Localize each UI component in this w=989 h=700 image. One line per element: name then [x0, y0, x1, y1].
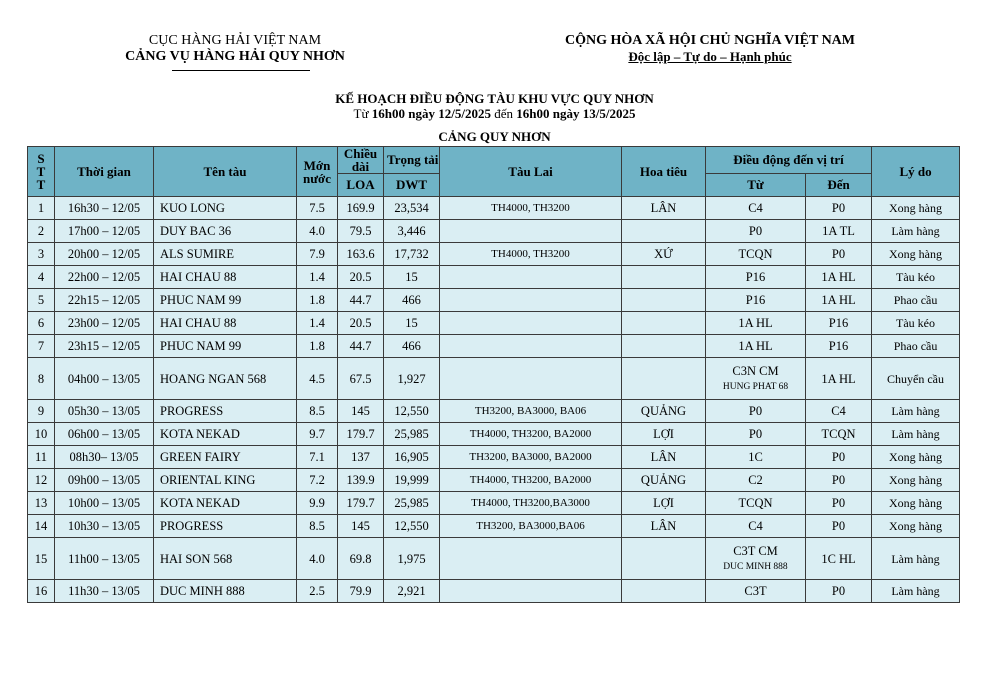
col-length-unit: LOA: [338, 174, 384, 197]
cell-time: 11h00 – 13/05: [55, 538, 154, 580]
cell-ship: HAI CHAU 88: [154, 312, 297, 335]
cell-tug: [440, 312, 622, 335]
col-reason: Lý do: [872, 147, 960, 197]
cell-time: 22h00 – 12/05: [55, 266, 154, 289]
cell-reason: Xong hàng: [872, 243, 960, 266]
cell-time: 16h30 – 12/05: [55, 197, 154, 220]
cell-to: TCQN: [806, 423, 872, 446]
plan-title: KẾ HOẠCH ĐIỀU ĐỘNG TÀU KHU VỰC QUY NHƠN: [335, 91, 654, 106]
cell-to: P16: [806, 335, 872, 358]
col-pilot: Hoa tiêu: [622, 147, 706, 197]
cell-time: 10h00 – 13/05: [55, 492, 154, 515]
cell-pilot: LÂN: [622, 446, 706, 469]
cell-tug: TH4000, TH3200: [440, 243, 622, 266]
cell-tug: TH3200, BA3000,BA06: [440, 515, 622, 538]
col-to: Đến: [806, 174, 872, 197]
cell-stt: 16: [28, 580, 55, 603]
cell-loa: 145: [338, 400, 384, 423]
cell-dwt: 16,905: [384, 446, 440, 469]
cell-stt: 3: [28, 243, 55, 266]
table-row: [28, 469, 960, 492]
cell-from-note: DUC MINH 888: [723, 561, 788, 572]
cell-from: P16: [706, 266, 806, 289]
cell-to: P0: [806, 580, 872, 603]
cell-from-berth: C3T CM: [733, 543, 778, 558]
cell-to: 1A HL: [806, 266, 872, 289]
cell-time: 06h00 – 13/05: [55, 423, 154, 446]
cell-tug: TH3200, BA3000, BA06: [440, 400, 622, 423]
table-row: [28, 538, 960, 580]
ship-movement-table: [27, 146, 960, 603]
cell-draft: 7.5: [297, 197, 338, 220]
col-stt: S T T: [28, 147, 55, 197]
cell-loa: 44.7: [338, 335, 384, 358]
cell-pilot: [622, 289, 706, 312]
table-row: [28, 197, 960, 220]
cell-draft: 8.5: [297, 400, 338, 423]
cell-ship: PHUC NAM 99: [154, 289, 297, 312]
col-tug: Tàu Lai: [440, 147, 622, 197]
cell-loa: 20.5: [338, 266, 384, 289]
cell-loa: 79.9: [338, 580, 384, 603]
cell-dwt: 25,985: [384, 423, 440, 446]
cell-stt: 4: [28, 266, 55, 289]
cell-reason: Phao cầu: [872, 289, 960, 312]
table-row: [28, 400, 960, 423]
cell-reason: Làm hàng: [872, 580, 960, 603]
cell-draft: 4.0: [297, 220, 338, 243]
cell-time: 05h30 – 13/05: [55, 400, 154, 423]
cell-dwt: 25,985: [384, 492, 440, 515]
cell-ship: ORIENTAL KING: [154, 469, 297, 492]
port-name: CẢNG QUY NHƠN: [438, 129, 551, 144]
national-motto: Độc lập – Tự do – Hạnh phúc: [628, 49, 792, 64]
cell-draft: 7.2: [297, 469, 338, 492]
cell-reason: Tàu kéo: [872, 312, 960, 335]
cell-dwt: 3,446: [384, 220, 440, 243]
cell-draft: 4.0: [297, 538, 338, 580]
cell-stt: 6: [28, 312, 55, 335]
national-name: CỘNG HÒA XÃ HỘI CHỦ NGHĨA VIỆT NAM: [564, 33, 855, 48]
cell-stt: 2: [28, 220, 55, 243]
table-row: [28, 580, 960, 603]
col-ship: Tên tàu: [154, 147, 297, 197]
cell-stt: 15: [28, 538, 55, 580]
cell-to: P0: [806, 492, 872, 515]
cell-draft: 1.8: [297, 335, 338, 358]
cell-time: 04h00 – 13/05: [55, 358, 154, 400]
cell-stt: 1: [28, 197, 55, 220]
cell-draft: 4.5: [297, 358, 338, 400]
cell-draft: 1.4: [297, 312, 338, 335]
cell-tug: [440, 220, 622, 243]
cell-pilot: [622, 358, 706, 400]
cell-tug: TH4000, TH3200, BA2000: [440, 423, 622, 446]
cell-to: P0: [806, 446, 872, 469]
issuer-parent: CỤC HÀNG HẢI VIỆT NAM: [148, 33, 322, 48]
cell-reason: Xong hàng: [872, 446, 960, 469]
cell-dwt: 15: [384, 266, 440, 289]
cell-loa: 145: [338, 515, 384, 538]
issuer-name: CẢNG VỤ HÀNG HẢI QUY NHƠN: [125, 49, 345, 64]
cell-ship: PROGRESS: [154, 400, 297, 423]
cell-to: P0: [806, 469, 872, 492]
cell-pilot: [622, 538, 706, 580]
cell-pilot: QUẢNG: [622, 400, 706, 423]
cell-loa: 20.5: [338, 312, 384, 335]
cell-tug: TH4000, TH3200,BA3000: [440, 492, 622, 515]
cell-stt: 10: [28, 423, 55, 446]
cell-tug: TH4000, TH3200, BA2000: [440, 469, 622, 492]
cell-dwt: 15: [384, 312, 440, 335]
col-from: Từ: [706, 174, 806, 197]
period-from: 16h00 ngày 12/5/2025: [371, 106, 491, 121]
cell-dwt: 1,927: [384, 358, 440, 400]
cell-pilot: LÂN: [622, 515, 706, 538]
cell-tug: TH4000, TH3200: [440, 197, 622, 220]
cell-from: C4: [706, 197, 806, 220]
col-length: Chiều dài: [338, 147, 384, 174]
cell-ship: KOTA NEKAD: [154, 423, 297, 446]
cell-pilot: [622, 312, 706, 335]
cell-time: 10h30 – 13/05: [55, 515, 154, 538]
cell-to: P0: [806, 197, 872, 220]
cell-draft: 8.5: [297, 515, 338, 538]
cell-to: P0: [806, 515, 872, 538]
cell-from: [706, 358, 806, 400]
cell-dwt: 2,921: [384, 580, 440, 603]
cell-ship: HAI SON 568: [154, 538, 297, 580]
table-row: [28, 289, 960, 312]
cell-time: 20h00 – 12/05: [55, 243, 154, 266]
cell-ship: DUC MINH 888: [154, 580, 297, 603]
cell-loa: 44.7: [338, 289, 384, 312]
cell-stt: 9: [28, 400, 55, 423]
cell-dwt: 19,999: [384, 469, 440, 492]
col-time: Thời gian: [55, 147, 154, 197]
period-to-label: đến: [494, 106, 514, 121]
period-to: 16h00 ngày 13/5/2025: [516, 106, 636, 121]
cell-tug: [440, 335, 622, 358]
table-row: [28, 423, 960, 446]
cell-pilot: [622, 266, 706, 289]
cell-from: P0: [706, 423, 806, 446]
cell-from: [706, 538, 806, 580]
cell-loa: 179.7: [338, 423, 384, 446]
cell-draft: 1.8: [297, 289, 338, 312]
cell-ship: KUO LONG: [154, 197, 297, 220]
cell-reason: Phao cầu: [872, 335, 960, 358]
table-row: [28, 243, 960, 266]
cell-ship: GREEN FAIRY: [154, 446, 297, 469]
cell-time: 08h30– 13/05: [55, 446, 154, 469]
cell-reason: Chuyển cầu: [872, 358, 960, 400]
cell-stt: 12: [28, 469, 55, 492]
cell-ship: HAI CHAU 88: [154, 266, 297, 289]
cell-from-berth: C3N CM: [732, 363, 779, 378]
cell-ship: ALS SUMIRE: [154, 243, 297, 266]
cell-pilot: XỨ: [622, 243, 706, 266]
table-header-row: [28, 147, 960, 174]
cell-to: 1A TL: [806, 220, 872, 243]
cell-tug: [440, 538, 622, 580]
cell-from: TCQN: [706, 492, 806, 515]
cell-ship: HOANG NGAN 568: [154, 358, 297, 400]
cell-time: 17h00 – 12/05: [55, 220, 154, 243]
cell-tug: [440, 289, 622, 312]
table-row: [28, 446, 960, 469]
cell-to: 1C HL: [806, 538, 872, 580]
cell-dwt: 12,550: [384, 400, 440, 423]
cell-reason: Làm hàng: [872, 538, 960, 580]
cell-tug: [440, 580, 622, 603]
cell-loa: 139.9: [338, 469, 384, 492]
cell-dwt: 23,534: [384, 197, 440, 220]
cell-dwt: 17,732: [384, 243, 440, 266]
cell-to: P0: [806, 243, 872, 266]
cell-ship: PROGRESS: [154, 515, 297, 538]
cell-tug: [440, 266, 622, 289]
cell-stt: 7: [28, 335, 55, 358]
plan-period: [0, 106, 989, 122]
cell-from: C2: [706, 469, 806, 492]
cell-from: C3T: [706, 580, 806, 603]
cell-pilot: LÂN: [622, 197, 706, 220]
cell-pilot: [622, 580, 706, 603]
cell-reason: Xong hàng: [872, 197, 960, 220]
cell-tug: TH3200, BA3000, BA2000: [440, 446, 622, 469]
cell-draft: 2.5: [297, 580, 338, 603]
cell-stt: 11: [28, 446, 55, 469]
col-draft: Mớn nước: [297, 147, 338, 197]
cell-from: TCQN: [706, 243, 806, 266]
cell-loa: 79.5: [338, 220, 384, 243]
table-row: [28, 266, 960, 289]
cell-ship: KOTA NEKAD: [154, 492, 297, 515]
cell-time: 11h30 – 13/05: [55, 580, 154, 603]
cell-time: 23h00 – 12/05: [55, 312, 154, 335]
table-row: [28, 312, 960, 335]
cell-reason: Làm hàng: [872, 400, 960, 423]
cell-reason: Làm hàng: [872, 220, 960, 243]
cell-dwt: 466: [384, 289, 440, 312]
cell-loa: 163.6: [338, 243, 384, 266]
cell-ship: DUY BAC 36: [154, 220, 297, 243]
cell-to: 1A HL: [806, 289, 872, 312]
cell-time: 22h15 – 12/05: [55, 289, 154, 312]
cell-to: 1A HL: [806, 358, 872, 400]
cell-reason: Xong hàng: [872, 469, 960, 492]
cell-tug: [440, 358, 622, 400]
cell-time: 09h00 – 13/05: [55, 469, 154, 492]
cell-from: 1A HL: [706, 312, 806, 335]
cell-dwt: 1,975: [384, 538, 440, 580]
cell-loa: 69.8: [338, 538, 384, 580]
cell-draft: 9.9: [297, 492, 338, 515]
cell-draft: 7.1: [297, 446, 338, 469]
cell-from: 1A HL: [706, 335, 806, 358]
cell-from: P0: [706, 400, 806, 423]
cell-draft: 7.9: [297, 243, 338, 266]
cell-reason: Tàu kéo: [872, 266, 960, 289]
cell-from: 1C: [706, 446, 806, 469]
cell-pilot: QUẢNG: [622, 469, 706, 492]
cell-pilot: [622, 220, 706, 243]
period-from-label: Từ: [353, 106, 369, 121]
table-row: [28, 335, 960, 358]
cell-loa: 179.7: [338, 492, 384, 515]
cell-stt: 14: [28, 515, 55, 538]
cell-stt: 5: [28, 289, 55, 312]
cell-time: 23h15 – 12/05: [55, 335, 154, 358]
cell-reason: Xong hàng: [872, 515, 960, 538]
col-tonnage: Trọng tải: [384, 147, 440, 174]
cell-loa: 137: [338, 446, 384, 469]
cell-ship: PHUC NAM 99: [154, 335, 297, 358]
cell-to: P16: [806, 312, 872, 335]
issuer-underline: [172, 70, 310, 71]
table-row: [28, 220, 960, 243]
cell-from: C4: [706, 515, 806, 538]
cell-dwt: 12,550: [384, 515, 440, 538]
cell-reason: Xong hàng: [872, 492, 960, 515]
cell-from-note: HUNG PHAT 68: [722, 381, 789, 392]
issuer-block: [120, 33, 350, 65]
table-row: [28, 492, 960, 515]
col-move-group: Điều động đến vị trí: [706, 147, 872, 174]
cell-pilot: [622, 335, 706, 358]
cell-stt: 8: [28, 358, 55, 400]
col-tonnage-unit: DWT: [384, 174, 440, 197]
cell-from: P16: [706, 289, 806, 312]
cell-reason: Làm hàng: [872, 423, 960, 446]
cell-dwt: 466: [384, 335, 440, 358]
cell-draft: 1.4: [297, 266, 338, 289]
cell-draft: 9.7: [297, 423, 338, 446]
cell-from: P0: [706, 220, 806, 243]
table-row: [28, 515, 960, 538]
cell-stt: 13: [28, 492, 55, 515]
cell-loa: 67.5: [338, 358, 384, 400]
table-row: [28, 358, 960, 400]
cell-pilot: LỢI: [622, 423, 706, 446]
cell-pilot: LỢI: [622, 492, 706, 515]
cell-loa: 169.9: [338, 197, 384, 220]
national-motto-block: [530, 33, 890, 65]
cell-to: C4: [806, 400, 872, 423]
